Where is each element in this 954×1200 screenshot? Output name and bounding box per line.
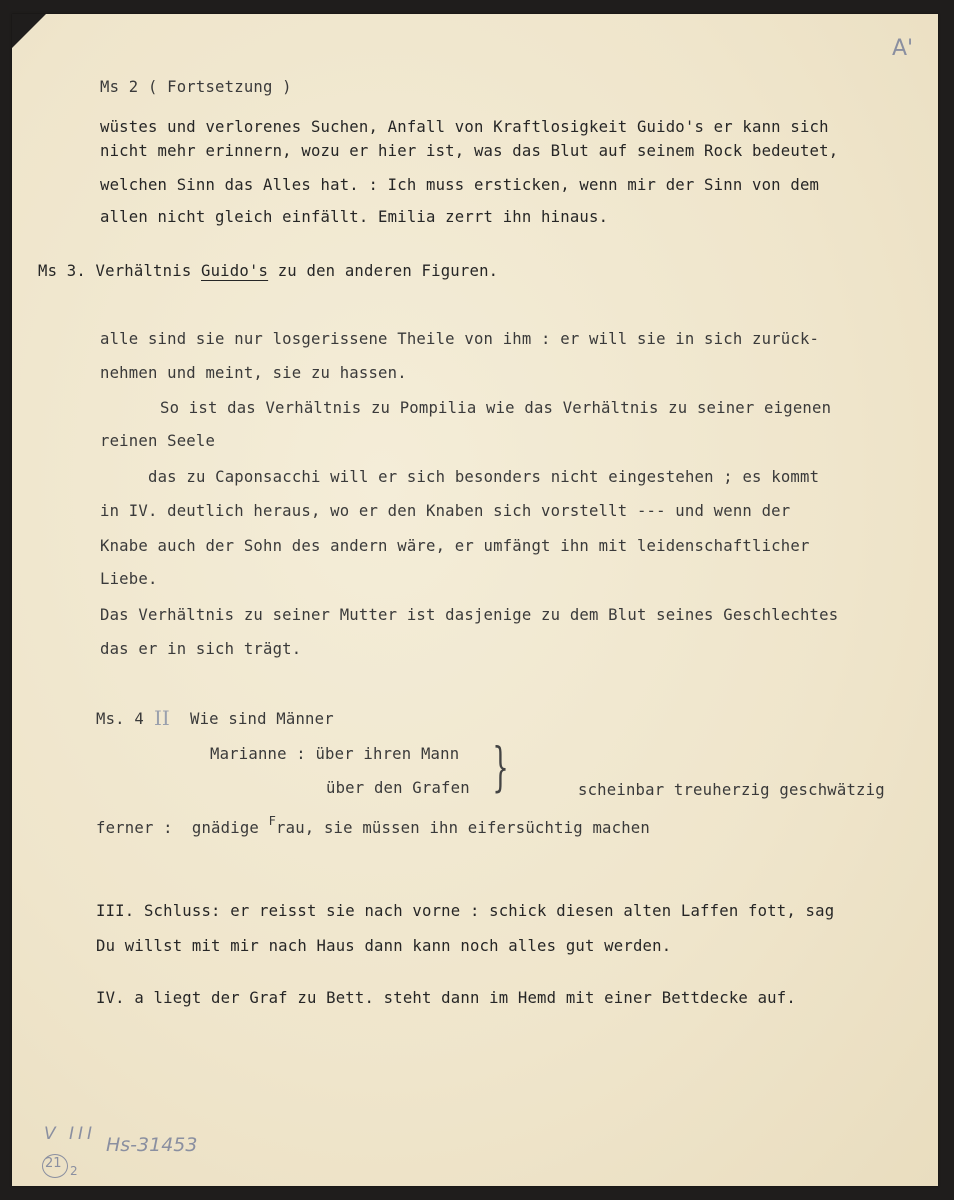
text-line: allen nicht gleich einfällt. Emilia zerrt ihn hinaus. [100, 208, 609, 226]
text-line: alle sind sie nur losgerissene Theile von ihm : er will sie in sich zurück- [100, 330, 820, 348]
roman-pencil-mark: II [154, 706, 170, 730]
text-line: IV. a liegt der Graf zu Bett. steht dann im Hemd mit einer Bettdecke auf. [96, 989, 796, 1007]
text-line: das zu Caponsacchi will er sich besonders nicht eingestehen ; es kommt [148, 468, 820, 486]
text-line: Du willst mit mir nach Haus dann kann noch alles gut werden. [96, 937, 672, 955]
archive-numeral: V III [44, 1124, 97, 1144]
heading-ms3 [38, 264, 498, 280]
text-line: nicht mehr erinnern, wozu er hier ist, was das Blut auf seinem Rock bedeutet, [100, 142, 839, 160]
heading-ms2: Ms 2 ( Fortsetzung ) [100, 78, 292, 96]
text-line: nehmen und meint, sie zu hassen. [100, 364, 407, 382]
text-line: wüstes und verlorenes Suchen, Anfall von Kraftlosigkeit Guido's er kann sich [100, 118, 829, 136]
text-line: scheinbar treuherzig geschwätzig [578, 781, 885, 799]
page-mark: A' [892, 36, 914, 61]
superscript-letter: F [268, 814, 277, 828]
text-line: das er in sich trägt. [100, 640, 302, 658]
text-line: Liebe. [100, 570, 158, 588]
text-segment: rau, sie müssen ihn eifersüchtig machen [276, 819, 650, 838]
heading-ms4: Ms. 4 [96, 710, 144, 728]
text-line: über den Grafen [326, 779, 470, 797]
text-line: III. Schluss: er reisst sie nach vorne : schick diesen alten Laffen fott, sag [96, 902, 835, 920]
text-line: in IV. deutlich heraus, wo er den Knaben sich vorstellt --- und wenn der [100, 502, 791, 520]
text-line: So ist das Verhältnis zu Pompilia wie das Verhältnis zu seiner eigenen [160, 399, 832, 417]
heading-ms3-prefix: Ms 3. Verhältnis [38, 262, 201, 280]
text-line: Marianne : über ihren Mann [210, 745, 460, 763]
heading-ms3-underlined: Guido's [201, 262, 269, 280]
text-line [96, 814, 650, 838]
text-line: reinen Seele [100, 432, 216, 450]
text-line: Das Verhältnis zu seiner Mutter ist dasjenige zu dem Blut seines Geschlechtes [100, 606, 839, 624]
text-line: Wie sind Männer [190, 710, 334, 728]
archive-id: Hs-31453 [106, 1134, 198, 1156]
text-segment: ferner : gnädige [96, 819, 269, 838]
folio-sub: 2 [70, 1164, 78, 1178]
text-line: welchen Sinn das Alles hat. : Ich muss ersticken, wenn mir der Sinn von dem [100, 176, 820, 194]
curly-brace: } [492, 738, 509, 798]
heading-ms3-suffix: zu den anderen Figuren. [268, 262, 499, 280]
folio-number: 21 [45, 1156, 62, 1171]
page-corner [12, 14, 46, 48]
text-line: Knabe auch der Sohn des andern wäre, er umfängt ihn mit leidenschaftlicher [100, 537, 810, 555]
